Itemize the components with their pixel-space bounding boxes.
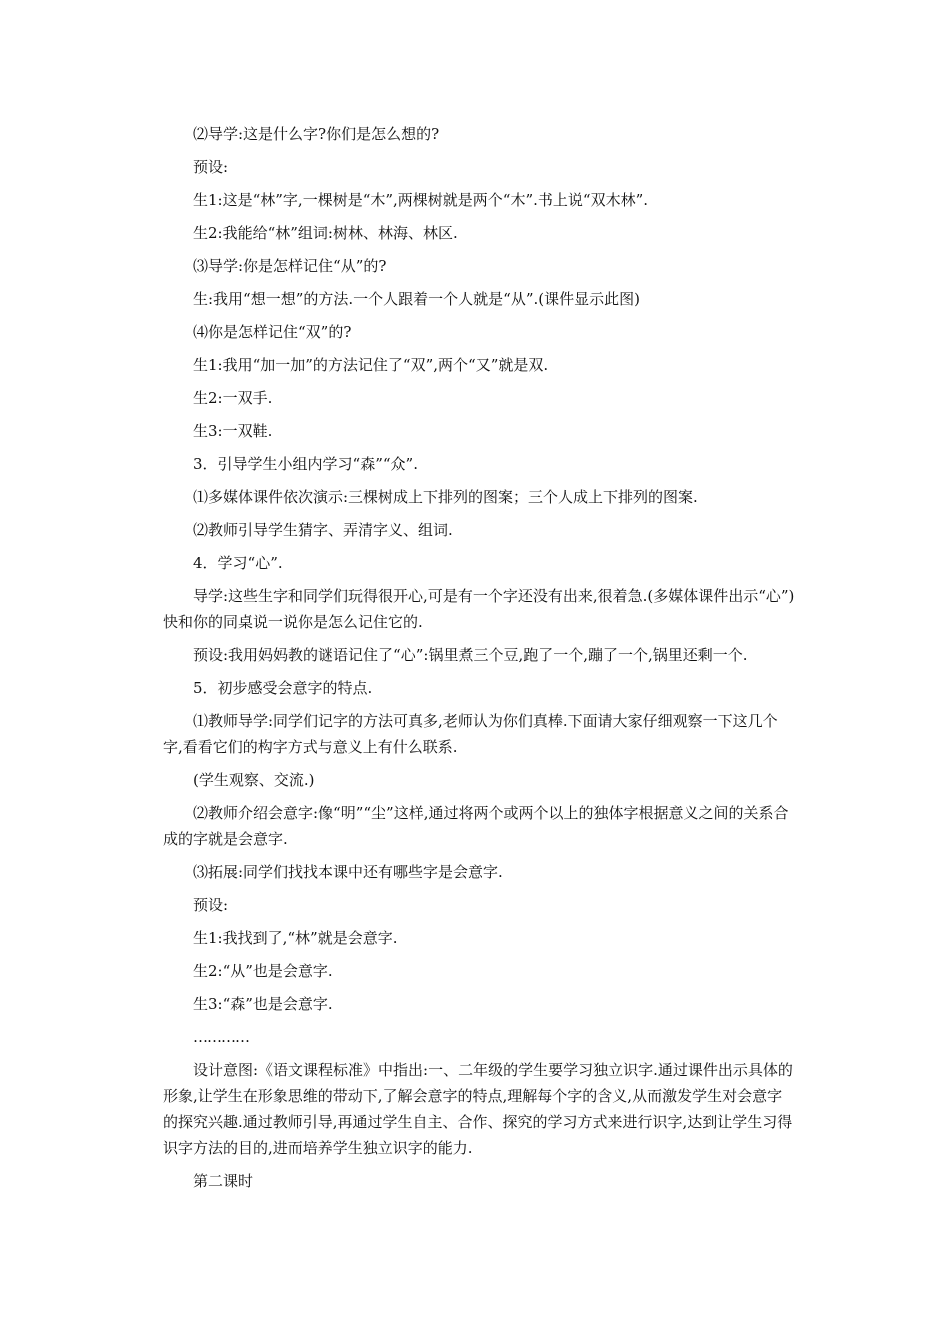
paragraph-preset-riddle: 预设:我用妈妈教的谜语记住了“心”:锅里煮三个豆,跑了一个,蹦了一个,锅里还剩一个. — [193, 646, 748, 664]
paragraph-student-1-lin: 生1:这是“林”字,一棵树是“木”,两棵树就是两个“木”.书上说“双木林”. — [193, 191, 649, 209]
paragraph-multimedia-demo: ⑴多媒体课件依次演示:三棵树成上下排列的图案；三个人成上下排列的图案. — [193, 488, 698, 506]
paragraph-student-cong: 生:我用“想一想”的方法.一个人跟着一个人就是“从”.(课件显示此图) — [193, 290, 640, 308]
document-body — [163, 121, 797, 1201]
paragraph-student-2-cong: 生2:“从”也是会意字. — [193, 962, 333, 980]
paragraph-second-lesson: 第二课时 — [193, 1172, 254, 1190]
paragraph-student-1-found: 生1:我找到了,“林”就是会意字. — [193, 929, 398, 947]
paragraph-student-3-sen: 生3:“森”也是会意字. — [193, 995, 333, 1013]
paragraph-huiyi-definition: ⑵教师介绍会意字:像“明”“尘”这样,通过将两个或两个以上的独体字根据意义之间的关系合成的字就是会意字. — [163, 804, 789, 848]
paragraph-question-4: ⑷你是怎样记住“双”的? — [193, 323, 352, 341]
paragraph-student-3-shoes: 生3:一双鞋. — [193, 422, 273, 440]
paragraph-student-2-lin-words: 生2:我能给“林”组词:树林、林海、林区. — [193, 224, 458, 242]
paragraph-guide-question-3: ⑶导学:你是怎样记住“从”的? — [193, 257, 387, 275]
paragraph-ellipsis: ………… — [193, 1028, 249, 1046]
paragraph-student-2-hands: 生2:一双手. — [193, 389, 273, 407]
paragraph-teacher-guide: ⑵教师引导学生猜字、弄清字义、组词. — [193, 521, 453, 539]
paragraph-preset: 预设: — [193, 158, 229, 176]
paragraph-step-5: 5．初步感受会意字的特点. — [193, 679, 373, 697]
paragraph-step-3: 3．引导学生小组内学习“森”“众”. — [193, 455, 418, 473]
paragraph-extension: ⑶拓展:同学们找找本课中还有哪些字是会意字. — [193, 863, 503, 881]
paragraph-guide-question-2: ⑵导学:这是什么字?你们是怎么想的? — [193, 125, 440, 143]
paragraph-step-4: 4．学习“心”. — [193, 554, 283, 572]
paragraph-student-1-shuang: 生1:我用“加一加”的方法记住了“双”,两个“又”就是双. — [193, 356, 549, 374]
paragraph-preset-2: 预设: — [193, 896, 229, 914]
paragraph-design-intent: 设计意图:《语文课程标准》中指出:一、二年级的学生要学习独立识字.通过课件出示具体的形象,让学生在形象思维的带动下,了解会意字的特点,理解每个字的含义,从而激发学生对会意字的探究兴趣.通过教师引导,再通过学生自主、合作、探究的学习方式来进行识字,达到让学生习得识字方法的目的,进而培养学生独立识字的能力. — [163, 1061, 793, 1157]
paragraph-teacher-observe: ⑴教师导学:同学们记字的方法可真多,老师认为你们真棒.下面请大家仔细观察一下这几个字,看看它们的构字方式与意义上有什么联系. — [163, 712, 778, 756]
paragraph-guide-xin: 导学:这些生字和同学们玩得很开心,可是有一个字还没有出来,很着急.(多媒体课件出示“心”)快和你的同桌说一说你是怎么记住它的. — [163, 587, 795, 631]
paragraph-student-exchange: (学生观察、交流.) — [193, 771, 315, 789]
